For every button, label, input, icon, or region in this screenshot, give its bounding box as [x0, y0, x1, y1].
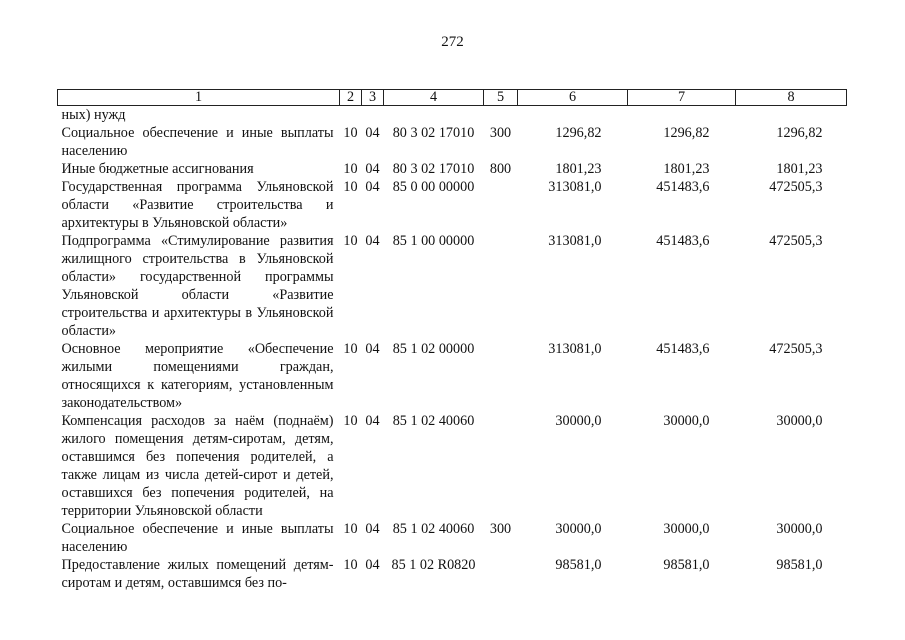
row-amount-col7: 451483,6 [656, 233, 710, 249]
row-target-article [384, 106, 484, 125]
row-section: 10 [343, 557, 358, 573]
row-name: Компенсация расходов за наём (поднаём) жилого помещения детям-сиротам, детям, оставшимся без попечения родителей, а также лицам из числа детей-сирот и детей, оставшихся без попечения родителей, на территории Ульяновской области [61, 413, 334, 519]
row-target-article: 85 1 02 R0820 [391, 557, 476, 573]
row-target-article: 85 0 00 00000 [392, 179, 475, 195]
row-amount-col7: 451483,6 [656, 341, 710, 357]
row-subsection [362, 106, 384, 125]
row-amount-col7: 1801,23 [663, 161, 710, 177]
row-name: Подпрограмма «Стимулирование развития жилищного строительства в Ульяновской области» государственной программы Ульяновской области «Развитие строительства и архитектуры в Ульяновской области» [61, 233, 334, 339]
row-section: 10 [343, 161, 358, 177]
row-expense-type [484, 106, 518, 125]
row-section: 10 [343, 233, 358, 249]
row-target-article: 85 1 02 40060 [392, 413, 475, 429]
row-amount-col8: 98581,0 [776, 557, 823, 573]
row-section: 10 [343, 521, 358, 537]
row-amount-col6: 30000,0 [555, 521, 602, 537]
row-subsection: 04 [365, 521, 380, 537]
row-section: 10 [343, 125, 358, 141]
row-amount-col8: 1801,23 [776, 161, 823, 177]
row-name: Государственная программа Ульяновской области «Развитие строительства и архитектуры в Ульяновской области» [61, 179, 334, 231]
table-body [58, 106, 847, 593]
row-amount-col7: 451483,6 [656, 179, 710, 195]
row-subsection: 04 [365, 161, 380, 177]
row-amount-col8: 472505,3 [769, 179, 823, 195]
row-amount-col6: 313081,0 [548, 179, 602, 195]
row-target-article: 80 3 02 17010 [392, 125, 475, 141]
row-expense-type: 800 [489, 161, 512, 177]
row-amount-col7: 30000,0 [663, 521, 710, 537]
column-header-4: 4 [384, 90, 484, 106]
column-header-7: 7 [628, 90, 736, 106]
table-row [58, 124, 847, 160]
row-name: ных) нужд [61, 107, 126, 123]
row-amount-col6: 313081,0 [548, 233, 602, 249]
row-amount-col7: 1296,82 [663, 125, 710, 141]
column-header-3: 3 [362, 90, 384, 106]
row-amount-col6: 313081,0 [548, 341, 602, 357]
row-name: Социальное обеспечение и иные выплаты населению [61, 521, 334, 555]
row-target-article: 85 1 00 00000 [392, 233, 475, 249]
row-amount-col6: 30000,0 [555, 413, 602, 429]
row-section: 10 [343, 179, 358, 195]
column-header-6: 6 [518, 90, 628, 106]
table-row [58, 340, 847, 412]
row-amount-col7: 30000,0 [663, 413, 710, 429]
column-header-8: 8 [736, 90, 847, 106]
row-expense-type [484, 556, 518, 592]
table-row [58, 106, 847, 125]
row-amount-col6: 1801,23 [555, 161, 602, 177]
table-row [58, 160, 847, 178]
table-row [58, 178, 847, 232]
row-amount-col8: 472505,3 [769, 341, 823, 357]
row-subsection: 04 [365, 233, 380, 249]
row-expense-type [484, 340, 518, 412]
row-expense-type [484, 178, 518, 232]
row-amount-col8: 30000,0 [776, 521, 823, 537]
table-row [58, 556, 847, 592]
row-amount-col6: 98581,0 [555, 557, 602, 573]
row-subsection: 04 [365, 341, 380, 357]
row-amount-col6: 1296,82 [555, 125, 602, 141]
row-amount-col8 [736, 106, 847, 125]
row-name: Основное мероприятие «Обеспечение жилыми помещениями граждан, относящихся к категориям, установленным законодательством» [61, 341, 334, 411]
row-expense-type: 300 [489, 125, 512, 141]
row-amount-col8: 472505,3 [769, 233, 823, 249]
row-target-article: 85 1 02 40060 [392, 521, 475, 537]
row-subsection: 04 [365, 179, 380, 195]
row-amount-col7 [628, 106, 736, 125]
row-name: Иные бюджетные ассигнования [61, 161, 254, 177]
row-target-article: 85 1 02 00000 [392, 341, 475, 357]
row-expense-type [484, 412, 518, 520]
budget-table [57, 89, 847, 592]
table-header [58, 90, 847, 106]
row-subsection: 04 [365, 413, 380, 429]
row-amount-col7: 98581,0 [663, 557, 710, 573]
column-header-1: 1 [58, 90, 340, 106]
table-row [58, 520, 847, 556]
row-expense-type [484, 232, 518, 340]
row-amount-col6 [518, 106, 628, 125]
column-header-2: 2 [340, 90, 362, 106]
row-section: 10 [343, 341, 358, 357]
row-section [340, 106, 362, 125]
row-section: 10 [343, 413, 358, 429]
row-expense-type: 300 [489, 521, 512, 537]
row-name: Предоставление жилых помещений детям-сиротам и детям, оставшимся без по- [61, 557, 334, 591]
row-amount-col8: 1296,82 [776, 125, 823, 141]
header-row [58, 90, 847, 106]
row-target-article: 80 3 02 17010 [392, 161, 475, 177]
page-number: 272 [441, 34, 464, 50]
column-header-5: 5 [484, 90, 518, 106]
table-row [58, 232, 847, 340]
table-row [58, 412, 847, 520]
row-name: Социальное обеспечение и иные выплаты населению [61, 125, 334, 159]
row-subsection: 04 [365, 557, 380, 573]
row-amount-col8: 30000,0 [776, 413, 823, 429]
row-subsection: 04 [365, 125, 380, 141]
